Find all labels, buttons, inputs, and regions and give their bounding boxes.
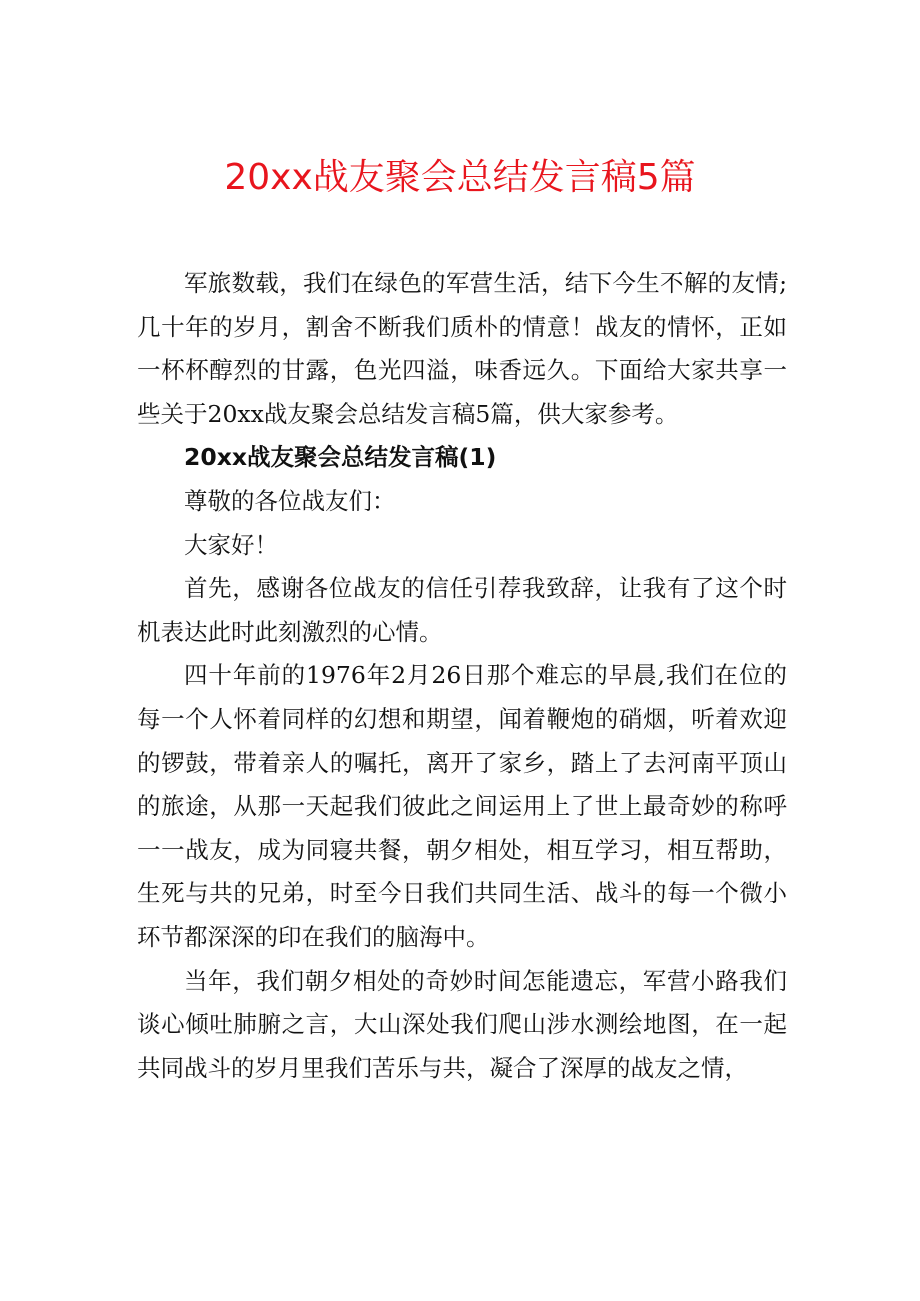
paragraph-past: 当年，我们朝夕相处的奇妙时间怎能遗忘，军营小路我们谈心倾吐肺腑之言，大山深处我们爬山涉水测绘地图，在一起共同战斗的岁月里我们苦乐与共，凝合了深厚的战友之情， (137, 966, 787, 1082)
paragraph-salutation: 尊敬的各位战友们： (184, 486, 396, 515)
section-heading: 20xx战友聚会总结发言稿(1) (184, 443, 497, 472)
paragraph-greeting: 大家好！ (184, 530, 278, 559)
paragraph-memory: 四十年前的1976年2月26日那个难忘的早晨,我们在位的每一个人怀着同样的幻想和期望，闻着鞭炮的硝烟，听着欢迎的锣鼓，带着亲人的嘱托，离开了家乡，踏上了去河南平顶山的旅途，从那一天起我们彼此之间运用上了世上最奇妙的称呼一一战友，成为同寝共餐，朝夕相处，相互学习，相互帮助，生死与共的兄弟，时至今日我们共同生活、战斗的每一个微小环节都深深的印在我们的脑海中。 (137, 661, 787, 951)
paragraph-intro: 军旅数载，我们在绿色的军营生活，结下今生不解的友情;几十年的岁月，割舍不断我们质朴的情意！战友的情怀，正如一杯杯醇烈的甘露，色光四溢，味香远久。下面给大家共享一些关于20xx战友聚会总结发言稿5篇，供大家参考。 (137, 269, 787, 428)
document-title: 20xx战友聚会总结发言稿5篇 (224, 157, 696, 198)
document-body (137, 262, 787, 1090)
paragraph-thanks: 首先，感谢各位战友的信任引荐我致辞，让我有了这个时机表达此时此刻激烈的心情。 (137, 574, 787, 646)
